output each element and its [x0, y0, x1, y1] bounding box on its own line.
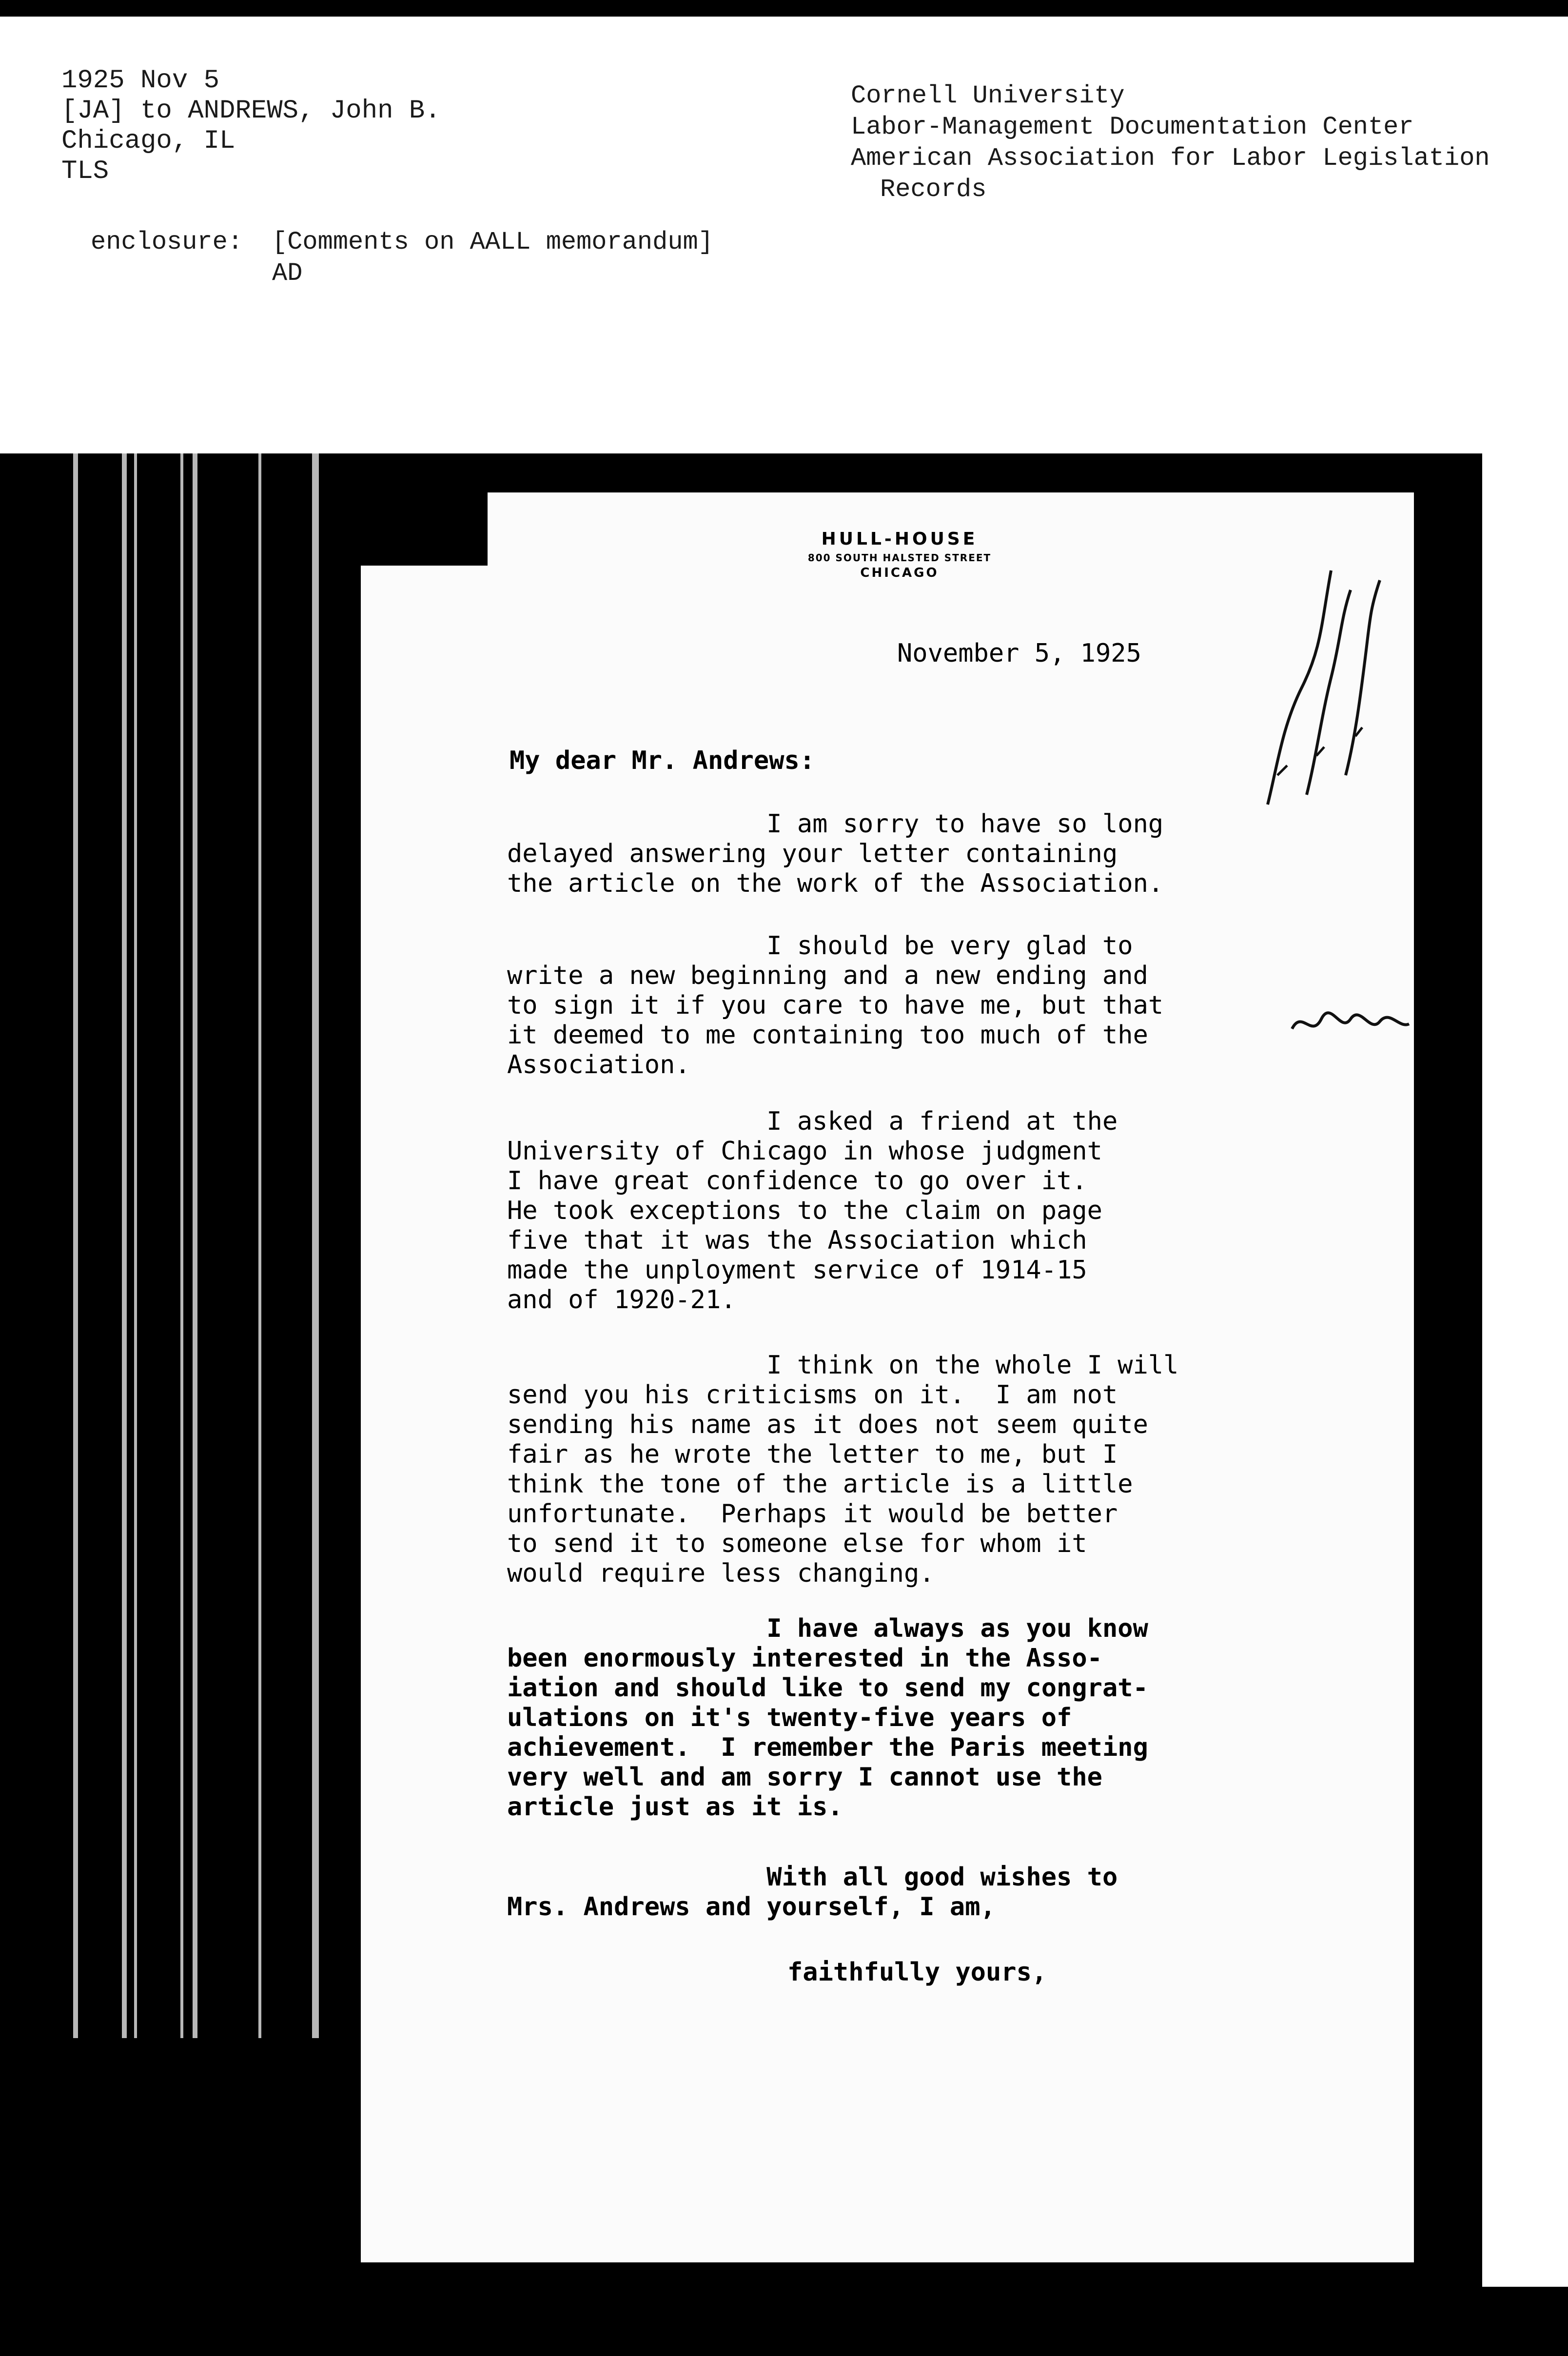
letterhead-name: HULL-HOUSE	[821, 529, 978, 549]
scan-streak	[312, 453, 319, 2038]
catalog-date: 1925 Nov 5	[61, 66, 220, 96]
archive-line-3: American Association for Labor Legislation	[851, 144, 1490, 173]
scan-streak	[122, 453, 127, 2038]
scan-right-margin	[1482, 453, 1568, 2356]
letter-paragraph-6: With all good wishes to Mrs. Andrews and yourself, I am,	[507, 1863, 1118, 1922]
letter-closing: faithfully yours,	[787, 1958, 1047, 1987]
catalog-block	[61, 66, 441, 187]
letter-paragraph-1: I am sorry to have so long delayed answering your letter containing the article on the work of the Association.	[507, 809, 1164, 898]
scan-bottom-shadow	[0, 2287, 1568, 2356]
letterhead-street: 800 SOUTH HALSTED STREET	[807, 552, 992, 564]
scan-streak	[193, 453, 197, 2038]
scan-streak	[134, 453, 137, 2038]
scan-edge	[361, 488, 1531, 492]
scan-streak	[258, 453, 261, 2038]
scan-streak	[180, 453, 183, 2038]
archive-block	[851, 80, 1490, 205]
archive-line-2: Labor-Management Documentation Center	[851, 113, 1414, 141]
letterhead-city: CHICAGO	[860, 566, 939, 580]
letter-paragraph-4: I think on the whole I will send you his criticisms on it. I am not sending his name as it does not seem quite fair as he wrote the letter to me, but I think the tone of the article is a little unfortunate. Perhaps it would be better to send it to someone else for whom it would require less changing.	[507, 1351, 1179, 1588]
scan-streak	[73, 453, 78, 2038]
letter-salutation: My dear Mr. Andrews:	[510, 746, 815, 775]
scan-top-border	[0, 0, 1568, 17]
handwritten-marginal-note	[1248, 502, 1394, 834]
letterhead	[797, 529, 1002, 580]
catalog-correspondents: [JA] to ANDREWS, John B.	[61, 96, 441, 126]
letter-paragraph-2: I should be very glad to write a new beginning and a new ending and to sign it if you care to have me, but that it deemed to me containing too much of the Association.	[507, 931, 1164, 1080]
catalog-type: TLS	[61, 157, 109, 186]
scan-right-shadow	[1419, 497, 1482, 2253]
enclosure-note: AD	[272, 259, 303, 288]
letter-date: November 5, 1925	[897, 639, 1141, 668]
archive-line-1: Cornell University	[851, 81, 1125, 110]
archive-line-4: Records	[880, 175, 987, 204]
letter-paragraph-3: I asked a friend at the University of Chicago in whose judgment I have great confidence to go over it. He took exceptions to the claim on page five that it was the Association which made the unployment service of 1914-15 and of 1920-21.	[507, 1107, 1118, 1315]
handwritten-margin-word	[1287, 1000, 1414, 1048]
enclosure-value: [Comments on AALL memorandum]	[272, 228, 713, 256]
letter-paragraph-5: I have always as you know been enormously interested in the Asso- iation and should like to send my congrat- ulations on it's twenty-five years of achievement. I remember the Paris meeting very well and am sorry I cannot use the article just as it is.	[507, 1614, 1148, 1822]
catalog-place: Chicago, IL	[61, 126, 235, 156]
enclosure-label: enclosure:	[91, 228, 243, 256]
scan-blot	[361, 488, 488, 566]
